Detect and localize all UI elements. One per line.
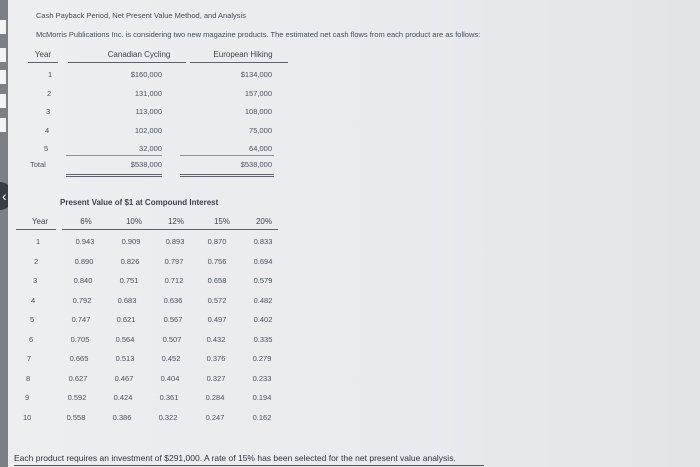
edge-tab <box>0 118 6 132</box>
intro-text: McMorris Publications Inc. is considering two new magazine products. The estimated net cash flows from each product are as follows: <box>36 30 481 39</box>
total-canadian-cycling: $538,000 <box>130 160 162 169</box>
pv-factor: 0.893 <box>165 237 185 246</box>
pv-factor: 0.747 <box>71 315 91 324</box>
cash-flow-european-hiking: $134,000 <box>240 70 272 79</box>
pv-factor: 0.432 <box>206 335 226 344</box>
pv-factor: 0.386 <box>112 413 132 422</box>
cash-flow-canadian-cycling: 113,000 <box>135 107 162 116</box>
pv-factor: 0.627 <box>68 374 88 383</box>
pv-factor: 0.890 <box>74 257 94 266</box>
cash-flow-canadian-cycling: 131,000 <box>134 89 162 98</box>
pv-factor: 0.712 <box>164 276 184 285</box>
total-double-rule <box>180 174 274 175</box>
pv-factor: 0.233 <box>252 374 272 383</box>
pv-factor: 0.567 <box>163 315 183 324</box>
footer-note: Each product requires an investment of $291,000. A rate of 15% has been selected for the net present value analysis. <box>14 453 456 463</box>
pv-factor: 0.705 <box>70 335 90 344</box>
header-rule <box>190 62 288 63</box>
pv-table-title: Present Value of $1 at Compound Interest <box>60 198 219 207</box>
pv-row-year: 4 <box>31 296 36 305</box>
pv-col-header-rate: 12% <box>167 217 184 226</box>
edge-tab <box>0 20 6 34</box>
pv-row-year: 3 <box>33 276 38 285</box>
edge-tab <box>0 70 6 84</box>
pv-header-rule <box>62 229 278 230</box>
cash-flow-year: 3 <box>46 107 51 116</box>
pv-factor: 0.513 <box>115 354 135 363</box>
pv-factor: 0.482 <box>253 296 273 305</box>
cash-flow-european-hiking: 64,000 <box>249 144 272 153</box>
header-rule <box>28 62 58 63</box>
pv-factor: 0.452 <box>161 354 181 363</box>
pv-row-year: 8 <box>26 374 31 383</box>
cash-flow-year: 4 <box>45 126 50 135</box>
pv-factor: 0.322 <box>158 413 178 422</box>
pv-col-header-year: Year <box>31 217 49 226</box>
cash-flow-canadian-cycling: $160,000 <box>130 70 162 79</box>
pv-factor: 0.694 <box>253 257 273 266</box>
cash-flow-year: 1 <box>48 70 53 79</box>
pv-factor: 0.909 <box>121 237 141 246</box>
total-double-rule <box>66 174 162 175</box>
footer-rule <box>14 465 484 466</box>
total-double-rule <box>180 176 274 177</box>
window-left-edge <box>0 0 8 467</box>
edge-tab <box>0 94 6 108</box>
pv-factor: 0.247 <box>205 413 225 422</box>
pv-factor: 0.592 <box>67 393 87 402</box>
pv-factor: 0.579 <box>253 276 273 285</box>
col-header-canadian-cycling: Canadian Cycling <box>107 50 171 59</box>
pv-factor: 0.361 <box>159 393 179 402</box>
pv-row-year: 7 <box>27 354 32 363</box>
pv-row-year: 1 <box>36 237 41 246</box>
pv-factor: 0.402 <box>253 315 273 324</box>
page-title: Cash Payback Period, Net Present Value Method, and Analysis <box>36 11 246 20</box>
pv-factor: 0.497 <box>207 315 227 324</box>
pv-factor: 0.162 <box>252 413 272 422</box>
pv-header-rule <box>16 229 56 230</box>
pv-factor: 0.376 <box>206 354 226 363</box>
pv-factor: 0.558 <box>66 413 86 422</box>
pv-col-header-rate: 20% <box>255 217 272 226</box>
pv-factor: 0.943 <box>75 237 95 246</box>
pv-factor: 0.327 <box>206 374 226 383</box>
pv-factor: 0.658 <box>207 276 227 285</box>
pv-col-header-rate: 10% <box>125 217 142 226</box>
pv-row-year: 2 <box>34 257 39 266</box>
pv-factor: 0.840 <box>73 276 93 285</box>
pv-factor: 0.279 <box>252 354 272 363</box>
pv-row-year: 6 <box>29 335 34 344</box>
edge-tab <box>0 48 6 62</box>
cash-flow-european-hiking: 75,000 <box>249 126 272 135</box>
pv-col-header-rate: 15% <box>213 217 230 226</box>
pv-factor: 0.683 <box>117 296 137 305</box>
pv-factor: 0.194 <box>252 393 272 402</box>
pv-factor: 0.564 <box>115 335 135 344</box>
total-european-hiking: $538,000 <box>240 160 272 169</box>
col-header-european-hiking: European Hiking <box>213 50 273 59</box>
pv-factor: 0.467 <box>114 374 134 383</box>
pv-factor: 0.826 <box>120 257 140 266</box>
pv-factor: 0.870 <box>207 237 227 246</box>
pv-factor: 0.636 <box>163 296 183 305</box>
cash-flow-year: 2 <box>47 89 52 98</box>
pv-factor: 0.572 <box>207 296 227 305</box>
total-double-rule <box>66 176 162 177</box>
pv-row-year: 5 <box>30 315 35 324</box>
chevron-left-icon: ‹ <box>2 188 7 204</box>
total-label: Total <box>30 160 46 169</box>
subtotal-rule <box>180 155 274 156</box>
cash-flow-european-hiking: 108,000 <box>244 107 272 116</box>
pv-factor: 0.751 <box>119 276 139 285</box>
cash-flow-canadian-cycling: 32,000 <box>139 144 162 153</box>
pv-factor: 0.833 <box>253 237 273 246</box>
cash-flow-year: 5 <box>44 144 49 153</box>
pv-factor: 0.335 <box>253 335 273 344</box>
pv-row-year: 10 <box>23 413 32 422</box>
pv-factor: 0.792 <box>72 296 92 305</box>
pv-factor: 0.665 <box>69 354 89 363</box>
subtotal-rule <box>66 155 162 156</box>
pv-factor: 0.424 <box>113 393 133 402</box>
pv-factor: 0.797 <box>164 257 184 266</box>
cash-flow-canadian-cycling: 102,000 <box>134 126 162 135</box>
pv-factor: 0.621 <box>116 315 136 324</box>
pv-factor: 0.284 <box>205 393 225 402</box>
pv-factor: 0.756 <box>207 257 227 266</box>
header-rule <box>68 62 186 63</box>
cash-flow-european-hiking: 157,000 <box>244 89 272 98</box>
pv-factor: 0.404 <box>160 374 180 383</box>
pv-factor: 0.507 <box>162 335 182 344</box>
document-page <box>8 0 700 467</box>
pv-row-year: 9 <box>25 393 30 402</box>
pv-col-header-rate: 6% <box>80 217 92 226</box>
col-header-year: Year <box>34 50 52 59</box>
